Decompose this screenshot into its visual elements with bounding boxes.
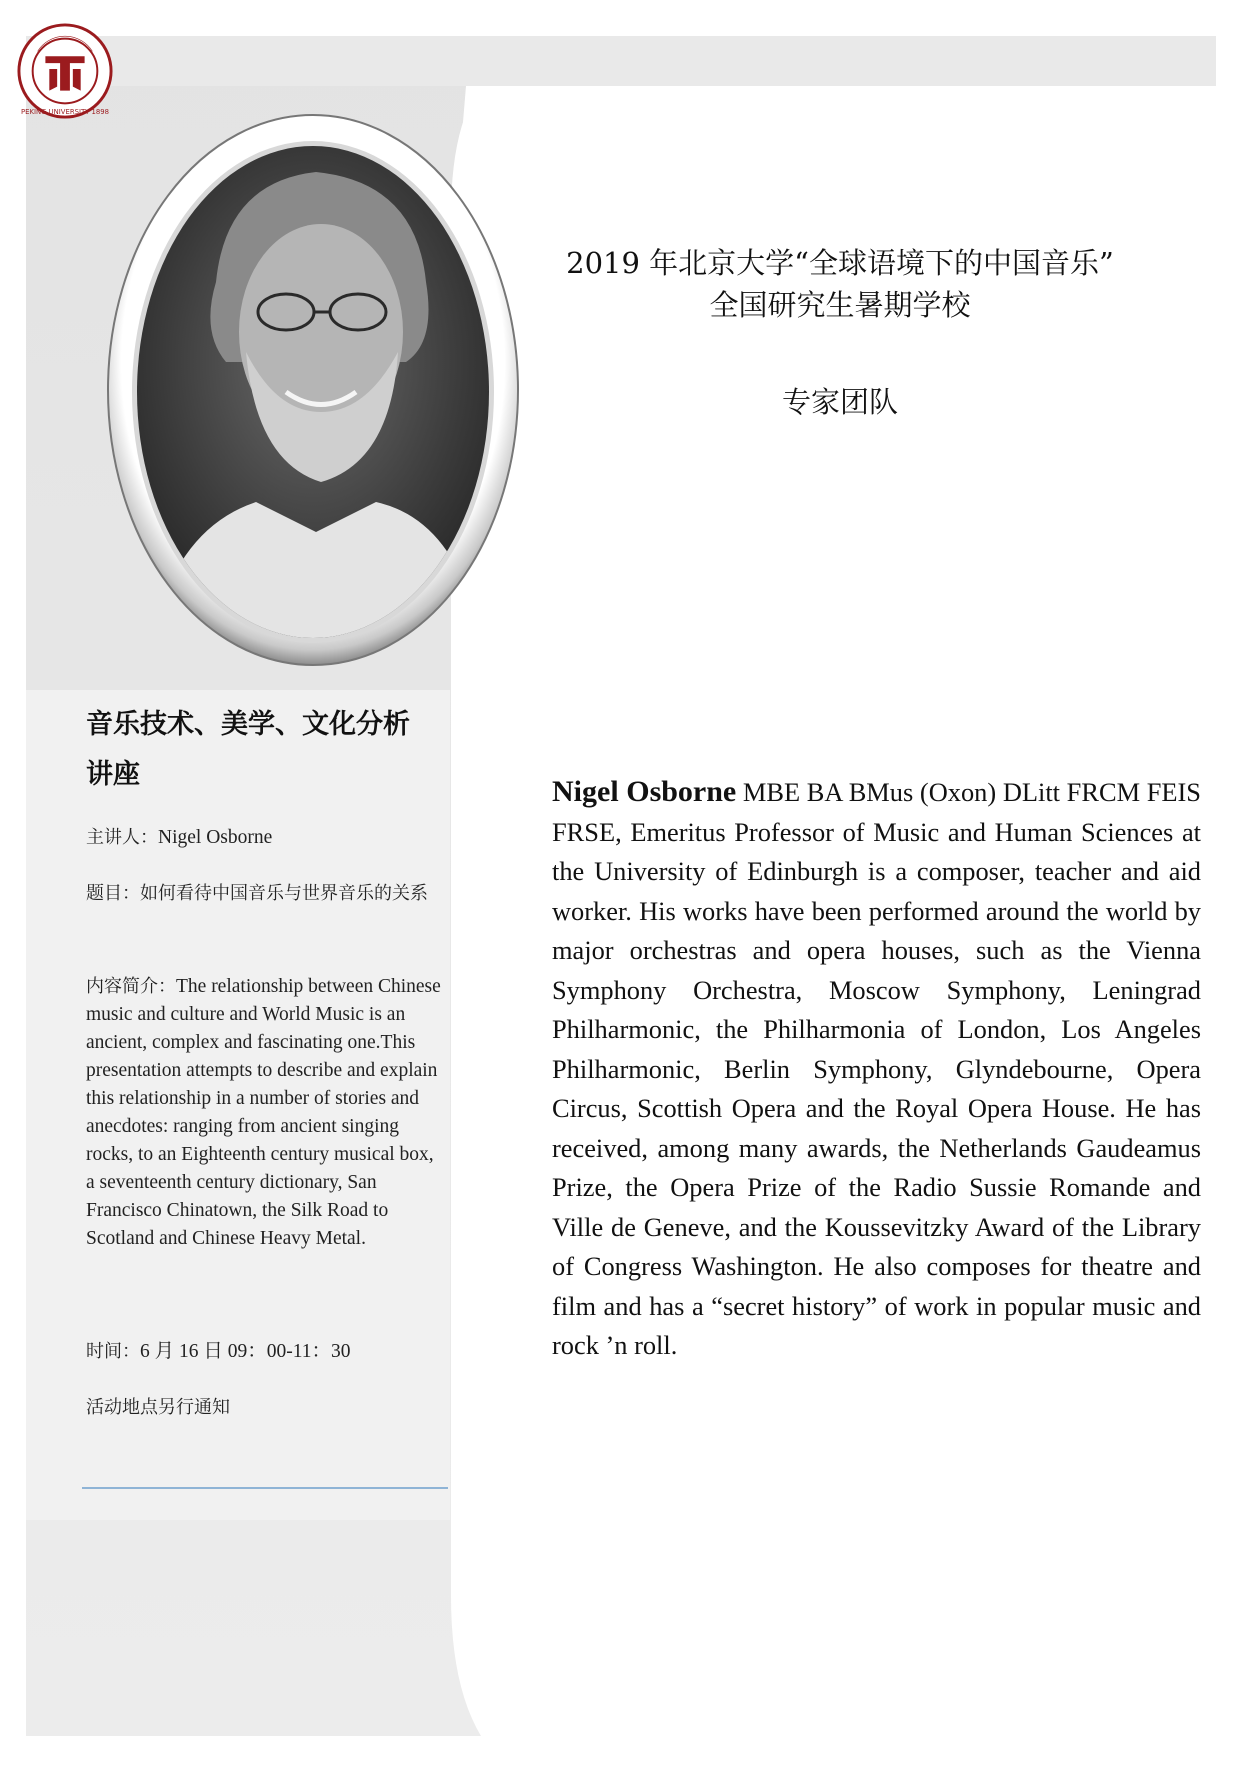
time-value: 6 月 16 日 09：00-11：30 [140, 1341, 351, 1362]
title-line2: 全国研究生暑期学校 [709, 288, 971, 322]
expert-team-title: 专家团队 [781, 385, 898, 419]
peking-university-seal-icon [16, 22, 114, 120]
bio-name: Nigel Osborne [552, 775, 737, 808]
bio-text: MBE BA BMus (Oxon) DLitt FRCM FEIS FRSE, Emeritus Professor of Music and Human Sciences at the University of Edinburgh is a composer, teacher and aid worker. His works have been performed around the world by major orchestras and opera houses, such as the Vienna Symphony Orchestra, Moscow Symphony, Leningrad Philharmonic, the Philharmonia of London, Los Angeles Philharmonic, Berlin Symphony, Glyndebourne, Opera Circus, Scottish Opera and the Royal Opera House. He has received, among many awards, the Netherlands Gaudeamus Prize, the Opera Prize of the Radio Sussie Romande and Ville de Geneve, and the Koussevitzky Award of the Library of Congress Washington. He also composes for theatre and film and has a “secret history” of work in popular music and rock ’n roll. [552, 777, 1201, 1360]
speaker-value: Nigel Osborne [158, 827, 273, 848]
intro-block [86, 973, 446, 1253]
topic-value: 如何看待中国音乐与世界音乐的关系 [140, 883, 428, 904]
topic-label: 题目： [86, 883, 140, 904]
venue-text: 活动地点另行通知 [86, 1397, 230, 1418]
biography-paragraph [552, 772, 1201, 1366]
title-line1: 2019 年北京大学“全球语境下的中国音乐” [566, 246, 1114, 280]
lecture-heading [86, 700, 446, 800]
venue-line [86, 1394, 446, 1422]
intro-value: The relationship between Chinese music and culture and World Music is an ancient, complex and fascinating one.This presentation attempts to describe and explain this relationship in a number of stories and anecdotes: ranging from ancient singing rocks, to an Eighteenth century musical box, a seventeenth century dictionary, San Francisco Chinatown, the Silk Road to Scotland and Chinese Heavy Metal. [86, 976, 441, 1249]
time-label: 时间： [86, 1341, 140, 1362]
intro-label: 内容简介： [86, 976, 176, 997]
time-line [86, 1338, 446, 1366]
sidebar-divider [82, 1487, 448, 1489]
speaker-label: 主讲人： [86, 827, 158, 848]
speaker-line [86, 824, 446, 852]
lecture-heading-line1: 音乐技术、美学、文化分析 [86, 709, 410, 740]
topic-line [86, 880, 446, 908]
logo-text: PEKING UNIVERSITY 1898 [21, 108, 109, 117]
lecture-heading-line2: 讲座 [86, 759, 140, 790]
portrait-photo [106, 112, 520, 668]
page-title [520, 242, 1160, 326]
